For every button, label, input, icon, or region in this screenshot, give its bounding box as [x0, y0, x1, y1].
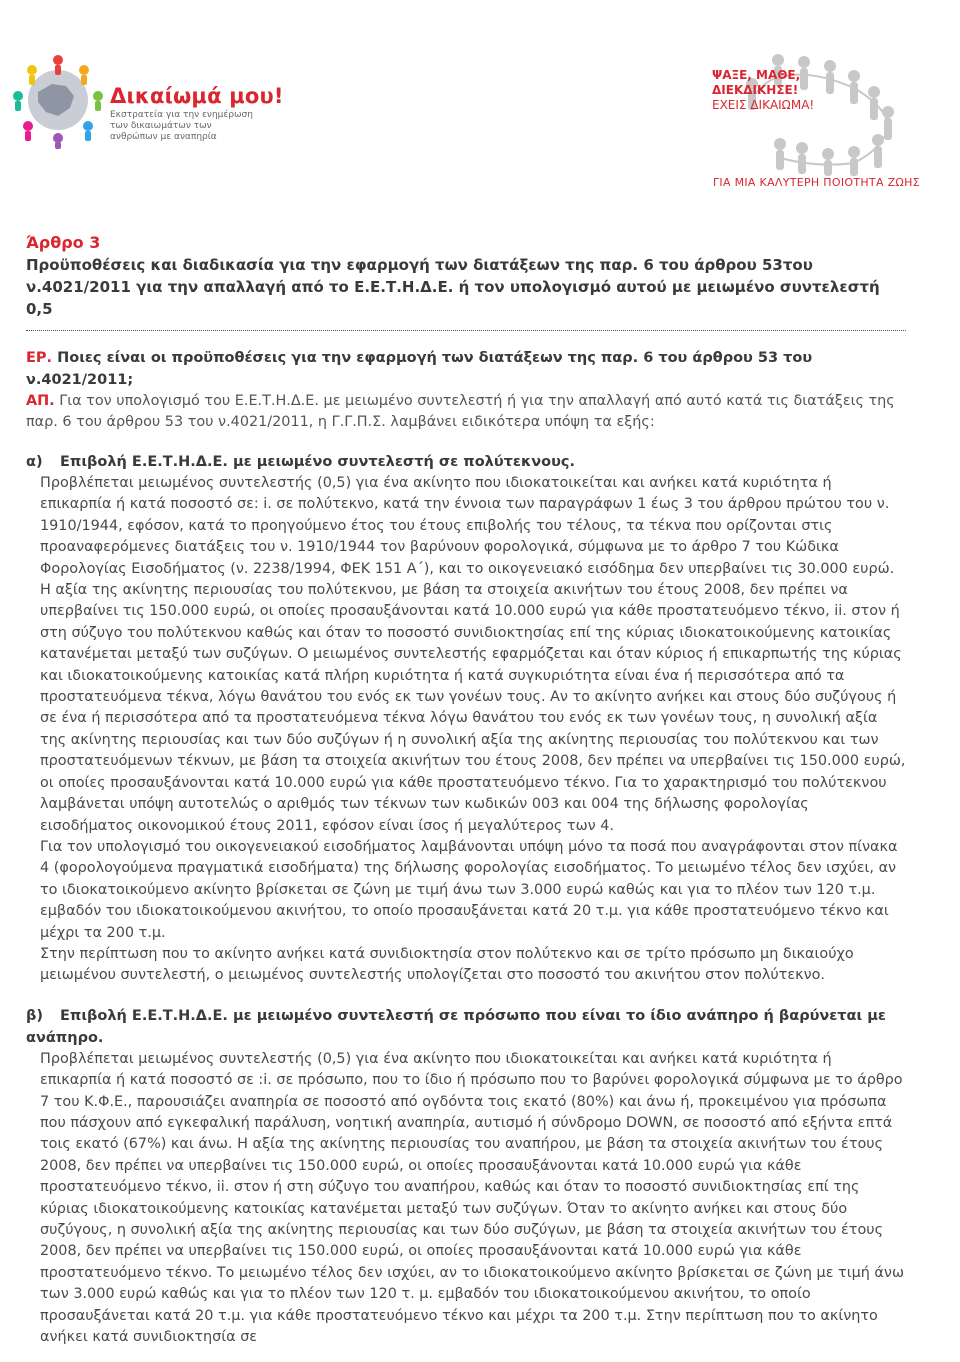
section-b-mark: β) — [26, 1007, 44, 1024]
section-b-paragraph-1: Προβλέπεται μειωμένος συντελεστής (0,5) για ένα ακίνητο που ιδιοκατοικείται και ανήκει κατά κυριότητα ή επικαρπία ή κατά ποσοστό σε :i. σε πρόσωπο, που το ίδιο ή πρόσωπο που το βαρύνει φορολογικά σύμφωνα με το άρθρο 7 του Κ.Φ.Ε., παρουσιάζει αναπηρία σε ποσοστό από ογδόντα τοις εκατό (80%) και άνω ή, προκειμένου για πρόσωπα που πάσχουν από εγκεφαλική παράλυση, νοητική αναπηρία, αυτισμό ή σύνδρομο DOWN, σε ποσοστό από εξήντα επτά τοις εκατό (67%) και άνω. Η αξία της ακίνητης περιουσίας του αναπήρου, με βάση τα στοιχεία ακινήτων του έτους 2008, δεν πρέπει να υπερβαίνει τις 150.000 ευρώ, οι οποίες προσαυξάνονται κατά 10.000 ευρώ για κάθε προστατευόμενο τέκνο, ii. στον ή στη σύζυγο του αναπήρου, καθώς και όταν το ποσοστό συνιδιοκτησίας επί της κύριας ιδιοκατοικούμενης κατοικίας κατανέμεται μεταξύ των συζύγων. Όταν το ακίνητο ανήκει και στους δύο συζύγους, η συνολική αξία της ακίνητης περιουσίας και των δύο συζύγων, με βάση τα στοιχεία ακινήτων του έτους 2008, δεν πρέπει να υπερβαίνει τις 150.000 ευρώ, οι οποίες προσαυξάνονται κατά 10.000 ευρώ για κάθε προστατευόμενο τέκνο. Το μειωμένο τέλος δεν ισχύει, αν το ιδιοκατοικούμενο ακίνητο βρίσκεται σε ζώνη με τιμή άνω των 3.000 ευρώ καθώς και για το πλέον των 120 τ. μ. εμβαδόν του ιδιοκατοικούμενου ακινήτου, το οποίο προσαυξάνεται κατά 20 τ.μ. για κάθε προστατευόμενο τέκνο και μέχρι τα 200 τ.μ. Στην περίπτωση που το ακίνητο ανήκει κατά συνιδιοκτησία σε — [40, 1050, 905, 1346]
dotted-divider — [26, 330, 906, 331]
section-b-heading — [26, 1005, 906, 1049]
section-a-paragraph-3: Στην περίπτωση που το ακίνητο ανήκει κατά συνιδιοκτησία στον πολύτεκνο και σε τρίτο πρόσωπο μη δικαιούχο μειωμένου συντελεστή, ο μειωμένος συντελεστής υπολογίζεται στο ποσοστό του ακινήτου στον πολύτεκνο. — [40, 945, 854, 984]
slogan — [712, 68, 814, 113]
answer-text: Για τον υπολογισμό του Ε.Ε.Τ.Η.Δ.Ε. με μειωμένο συντελεστή ή για την απαλλαγή από αυτό κατά τις διατάξεις της παρ. 6 του άρθρου 53 του ν.4021/2011, η Γ.Γ.Π.Σ. λαμβάνει ειδικότερα υπόψη τα εξής: — [26, 393, 895, 430]
europe-people-logo — [8, 50, 108, 150]
brand-title: Δικαίωμά μου! — [110, 84, 284, 108]
article-content — [26, 232, 906, 1348]
section-b-title: Επιβολή Ε.Ε.Τ.Η.Δ.Ε. με μειωμένο συντελεστή σε πρόσωπο που είναι το ίδιο ανάπηρο ή βαρύνεται με ανάπηρο. — [26, 1007, 886, 1046]
question — [26, 347, 906, 391]
slogan-line-1: ΨΑΞΕ, ΜΑΘΕ, — [712, 68, 801, 82]
brand-subtitle: Εκστρατεία για την ενημέρωση των δικαιωμάτων των ανθρώπων με αναπηρία — [110, 110, 253, 142]
section-a-title: Επιβολή Ε.Ε.Τ.Η.Δ.Ε. με μειωμένο συντελεστή σε πολύτεκνους. — [60, 454, 576, 470]
section-a-paragraph-1: Προβλέπεται μειωμένος συντελεστής (0,5) για ένα ακίνητο που ιδιοκατοικείται και ανήκει κατά κυριότητα ή επικαρπία ή κατά ποσοστό σε: i. σε πολύτεκνο, κατά την έννοια των παραγράφων 1 έως 3 του άρθρου πρώτου του ν. 1910/1944, εφόσον, κατά το προηγούμενο έτος του έτους επιβολής του τέλους, τα τέκνα που ορίζονται στις προαναφερόμενες διατάξεις του ν. 1910/1944 τον βαρύνουν φορολογικά, σύμφωνα με το άρθρο 7 του Κώδικα Φορολογίας Εισοδήματος (ν. 2238/1994, ΦΕΚ 151 Α΄), και το οικογενειακό εισόδημα δεν υπερβαίνει τις 30.000 ευρώ. Η αξία της ακίνητης περιουσίας του πολύτεκνου, με βάση τα στοιχεία ακινήτων του έτους 2008, δεν πρέπει να υπερβαίνει τις 150.000 ευρώ, οι οποίες προσαυξάνονται κατά 10.000 ευρώ για κάθε προστατευόμενο τέκνο, ii. στον ή στη σύζυγο του πολύτεκνου καθώς και όταν το ποσοστό συνιδιοκτησίας επί της κύριας ιδιοκατοικούμενης κατοικίας κατανέμεται μεταξύ των συζύγων. Ο μειωμένος συντελεστής εφαρμόζεται και όταν κύριος ή επικαρπωτής της κύριας και ιδιοκατοικούμενης κατοικίας κατά πλήρη κυριότητα ή κατά συγκυριότητα είναι ένα ή περισσότερα από τα προστατευόμενα τέκνα, λόγω θανάτου του ενός εκ των γονέων τους. Αν το ακίνητο ανήκει και στους δύο συζύγους ή σε ένα ή περισσότερα από τα προστατευόμενα τέκνα λόγω θανάτου του ενός εκ των γονέων τους, η συνολική αξία της ακίνητης περιουσίας και των δύο συζύγων ή η συνολική αξία της ακίνητης περιουσίας του πολύτεκνου και των προστατευόμενων τέκνων, με βάση τα στοιχεία ακινήτων του έτους 2008, δεν πρέπει να υπερβαίνει τις 150.000 ευρώ, οι οποίες προσαυξάνονται κατά 10.000 ευρώ για κάθε προστατευόμενο τέκνο. Για το χαρακτηρισμό του πολύτεκνου λαμβάνεται υπόψη αυτοτελώς ο αριθμός των τέκνων των κωδικών 003 και 004 της δήλωσης φορολογίας εισοδήματος οικονομικού έτους 2011, εφόσον είναι ίσος ή μεγαλύτερος των 4. — [40, 475, 906, 834]
question-label: ΕΡ. — [26, 350, 53, 366]
article-number: Άρθρο 3 — [26, 233, 101, 252]
answer-label: ΑΠ. — [26, 393, 55, 409]
slogan-line-3: ΕΧΕΙΣ ΔΙΚΑΙΩΜΑ! — [712, 98, 815, 112]
article-title: Προϋποθέσεις και διαδικασία για την εφαρμογή των διατάξεων της παρ. 6 του άρθρου 53του ν.4021/2011 για την απαλλαγή από το Ε.Ε.Τ.Η.Δ.Ε. ή τον υπολογισμό αυτού με μειωμένο συντελεστή 0,5 — [26, 256, 880, 318]
slogan-line-2: ΔΙΕΚΔΙΚΗΣΕ! — [712, 83, 799, 97]
question-text: Ποιες είναι οι προϋποθέσεις για την εφαρμογή των διατάξεων της παρ. 6 του άρθρου 53 του ν.4021/2011; — [26, 350, 813, 388]
page-header — [0, 0, 960, 200]
answer — [26, 391, 906, 433]
section-a-heading — [26, 451, 906, 473]
section-a-mark: α) — [26, 454, 43, 470]
section-a-paragraph-2: Για τον υπολογισμό του οικογενειακού εισοδήματος λαμβάνονται υπόψη μόνο τα ποσά που αναγράφονται στον πίνακα 4 (φορολογούμενα πραγματικά εισοδήματα) της δήλωσης φορολογίας εισοδήματος. Το μειωμένο τέλος δεν ισχύει, αν το ιδιοκατοικούμενο ακίνητο βρίσκεται σε ζώνη με τιμή άνω των 3.000 ευρώ καθώς και για το πλέον των 120 τ.μ. εμβαδόν του ιδιοκατοικούμενου ακινήτου, το οποίο προσαυξάνεται κατά 20 τ.μ. για κάθε προστατευόμενο τέκνο και μέχρι τα 200 τ.μ. — [40, 838, 898, 941]
quality-tagline: ΓΙΑ ΜΙΑ ΚΑΛΥΤΕΡΗ ΠΟΙΟΤΗΤΑ ΖΩΗΣ — [713, 176, 920, 189]
